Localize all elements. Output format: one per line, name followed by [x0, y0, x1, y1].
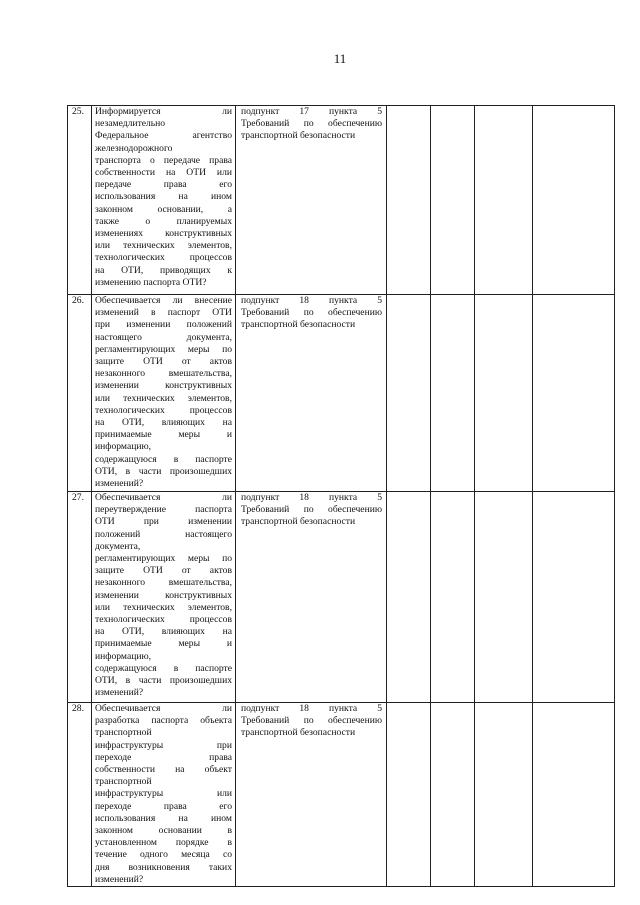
question-line: изменений в паспорт ОТИ	[95, 307, 232, 319]
reference-line: транспортной безопасности	[241, 319, 356, 331]
question-line: инфраструктуры или	[95, 788, 232, 800]
question-line: транспорта о передаче права	[95, 154, 232, 166]
question-line: транспортной	[95, 776, 152, 788]
table-row	[68, 492, 615, 703]
question-line: изменении конструктивных	[95, 589, 232, 601]
reference-line: подпункт 18 пункта 5	[241, 295, 382, 306]
question-line: защите ОТИ от актов	[95, 356, 232, 368]
answer-cell[interactable]	[387, 295, 431, 492]
reference-line: подпункт 17 пункта 5	[241, 106, 382, 117]
question-line: на ОТИ, влияющих на	[95, 417, 232, 429]
question-line: железнодорожного	[95, 142, 173, 154]
row-number: 26.	[68, 295, 92, 492]
question-line: переходе права его	[95, 800, 232, 812]
question-line: технологических процессов	[95, 614, 232, 626]
question-line: документа,	[95, 540, 141, 552]
answer-cell[interactable]	[387, 492, 431, 703]
question-cell	[92, 703, 236, 887]
answer-cell[interactable]	[475, 106, 533, 295]
question-line: защите ОТИ от актов	[95, 565, 232, 577]
table-row	[68, 703, 615, 887]
answer-cell[interactable]	[431, 295, 475, 492]
requirement-reference-cell	[236, 492, 387, 703]
question-line: изменений?	[95, 687, 144, 699]
question-line: или технических элементов,	[95, 240, 232, 252]
question-line: Обеспечивается ли	[95, 703, 232, 714]
answer-cell[interactable]	[475, 492, 533, 703]
question-cell	[92, 295, 236, 492]
question-cell	[92, 492, 236, 703]
reference-line: транспортной безопасности	[241, 130, 356, 142]
question-line: на ОТИ, влияющих на	[95, 626, 232, 638]
question-line: изменениях конструктивных	[95, 228, 232, 240]
answer-cell[interactable]	[533, 295, 615, 492]
question-line: разработка паспорта объекта	[95, 715, 232, 727]
question-line: Обеспечивается ли внесение	[95, 295, 232, 306]
answer-cell[interactable]	[387, 703, 431, 887]
question-line: принимаемые меры и	[95, 638, 232, 650]
reference-line: Требований по обеспечению	[241, 504, 382, 516]
question-line: технологических процессов	[95, 252, 232, 264]
requirement-reference-cell	[236, 106, 387, 295]
question-line: незаконного вмешательства,	[95, 368, 232, 380]
question-line: ОТИ при изменении	[95, 516, 232, 528]
question-line: переутверждение паспорта	[95, 504, 232, 516]
question-line: изменению паспорта ОТИ?	[95, 276, 207, 288]
question-line: транспортной	[95, 727, 152, 739]
answer-cell[interactable]	[387, 106, 431, 295]
question-line: установленном порядке в	[95, 837, 232, 849]
answer-cell[interactable]	[475, 703, 533, 887]
answer-cell[interactable]	[533, 106, 615, 295]
question-line: положений настоящего	[95, 528, 232, 540]
question-line: изменении конструктивных	[95, 380, 232, 392]
question-line: информацию,	[95, 650, 152, 662]
question-cell	[92, 106, 236, 295]
answer-cell[interactable]	[431, 492, 475, 703]
question-line: при изменении положений	[95, 319, 232, 331]
reference-line: подпункт 18 пункта 5	[241, 703, 382, 714]
question-line: или технических элементов,	[95, 392, 232, 404]
question-line: законном основании, а	[95, 203, 232, 215]
question-line: использования на ином	[95, 812, 232, 824]
question-line: течение одного месяца со	[95, 849, 232, 861]
question-line: на ОТИ, приводящих к	[95, 264, 232, 276]
reference-line: Требований по обеспечению	[241, 118, 382, 130]
reference-line: транспортной безопасности	[241, 727, 356, 739]
question-line: собственности на ОТИ или	[95, 167, 232, 179]
reference-line: транспортной безопасности	[241, 516, 356, 528]
checklist-table	[67, 105, 615, 887]
answer-cell[interactable]	[431, 703, 475, 887]
question-line: незамедлительно	[95, 118, 166, 130]
question-line: переходе права	[95, 751, 232, 763]
question-line: регламентирующих меры по	[95, 343, 232, 355]
answer-cell[interactable]	[533, 703, 615, 887]
question-line: незаконного вмешательства,	[95, 577, 232, 589]
reference-line: подпункт 18 пункта 5	[241, 492, 382, 503]
row-number: 25.	[68, 106, 92, 295]
requirement-reference-cell	[236, 703, 387, 887]
table-row	[68, 295, 615, 492]
question-line: инфраструктуры при	[95, 739, 232, 751]
requirement-reference-cell	[236, 295, 387, 492]
question-line: передаче права его	[95, 179, 232, 191]
answer-cell[interactable]	[533, 492, 615, 703]
question-line: Информируется ли	[95, 106, 232, 117]
question-line: Федеральное агентство	[95, 130, 232, 142]
question-line: регламентирующих меры по	[95, 553, 232, 565]
question-line: содержащуюся в паспорте	[95, 662, 232, 674]
question-line: принимаемые меры и	[95, 429, 232, 441]
question-line: дня возникновения таких	[95, 861, 232, 873]
row-number: 28.	[68, 703, 92, 887]
question-line: ОТИ, в части произошедших	[95, 465, 232, 477]
reference-line: Требований по обеспечению	[241, 715, 382, 727]
question-line: ОТИ, в части произошедших	[95, 675, 232, 687]
question-line: изменений?	[95, 873, 144, 885]
question-line: технологических процессов	[95, 404, 232, 416]
question-line: законном основании в	[95, 825, 232, 837]
question-line: также о планируемых	[95, 215, 232, 227]
row-number: 27.	[68, 492, 92, 703]
question-line: Обеспечивается ли	[95, 492, 232, 503]
reference-line: Требований по обеспечению	[241, 307, 382, 319]
question-line: собственности на объект	[95, 764, 232, 776]
answer-cell[interactable]	[431, 106, 475, 295]
question-line: информацию,	[95, 441, 152, 453]
table-row	[68, 106, 615, 295]
answer-cell[interactable]	[475, 295, 533, 492]
question-line: изменений?	[95, 478, 144, 490]
question-line: использования на ином	[95, 191, 232, 203]
page-number: 11	[333, 51, 347, 66]
question-line: или технических элементов,	[95, 601, 232, 613]
question-line: настоящего документа,	[95, 331, 232, 343]
question-line: содержащуюся в паспорте	[95, 453, 232, 465]
